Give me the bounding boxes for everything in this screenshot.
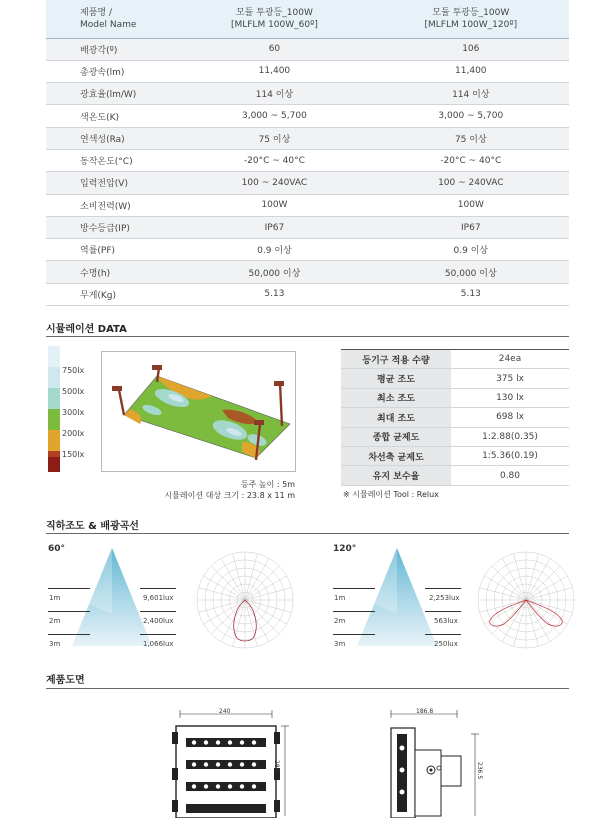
simulation-title: 시뮬레이션 DATA [46,324,127,335]
lux-line [425,588,461,589]
legend-label: 750lx [62,366,85,375]
lux-line [140,588,176,589]
lux-value: 1,066lux [143,640,174,648]
side-width-dim: 186.8 [416,708,434,715]
lux-line [140,634,176,635]
legend-label: 150lx [62,450,85,459]
stat-row: 등기구 적용 수량 24ea [341,350,569,369]
distance-line [48,588,90,589]
polar-distribution-60 [195,550,295,650]
lux-value: 2,253lux [429,594,460,602]
stat-row: 종합 균제도 1:2.88(0.35) [341,427,569,446]
spec-row: 연색성(Ra) 75 이상 75 이상 [46,127,569,149]
stat-row: 차선축 균제도 1:5.36(0.19) [341,446,569,465]
illuminance-title: 직하조도 & 배광곡선 [46,521,139,532]
spec-header-col2: 모듈 투광등_100W [MLFLM 100W_120º] [373,0,569,38]
lux-line [140,611,176,612]
legend-swatch [48,388,60,409]
legend-swatch [48,409,60,430]
polar-distribution-120 [476,550,576,650]
legend-swatch-bottom [48,457,60,472]
distance-label: 1m [334,594,346,602]
divider [46,688,569,689]
stat-row: 유지 보수율 0.80 [341,466,569,485]
distance-line [48,634,90,635]
distance-label: 2m [334,617,346,625]
lux-value: 9,601lux [143,594,174,602]
lux-value: 2,400lux [143,617,174,625]
distance-label: 1m [49,594,61,602]
lux-value: 250lux [434,640,458,648]
legend-label: 200lx [62,429,85,438]
front-width-dim: 240 [219,708,231,715]
spec-row: 색온도(K) 3,000 ~ 5,700 3,000 ~ 5,700 [46,105,569,127]
simulation-field-image [102,352,297,473]
lux-value: 563lux [434,617,458,625]
stat-row: 최대 조도 698 lx [341,408,569,427]
spec-header-label: 제품명 / Model Name [46,0,176,38]
spec-row: 동작온도(°C) -20°C ~ 40°C -20°C ~ 40°C [46,149,569,171]
simulation-size-caption: 시뮬레이션 대상 크기 : 23.8 x 11 m [164,491,295,500]
spec-row: 총광속(lm) 11,400 11,400 [46,60,569,82]
spec-row: 소비전력(W) 100W 100W [46,194,569,216]
legend-swatch [48,430,60,451]
spec-header-col1: 모듈 투광등_100W [MLFLM 100W_60º] [176,0,372,38]
stat-row: 평균 조도 375 lx [341,369,569,388]
divider [46,533,569,534]
distance-line [333,634,375,635]
spec-row: 배광각(º) 60 106 [46,38,569,60]
spec-table [46,0,569,306]
legend-swatch [48,367,60,388]
legend-swatch-top [48,346,60,367]
stat-row: 최소 조도 130 lx [341,388,569,407]
spec-row: 무게(Kg) 5.13 5.13 [46,283,569,305]
simulation-stats-table [341,349,569,486]
distance-line [48,611,90,612]
spec-row: 광효율(lm/W) 114 이상 114 이상 [46,83,569,105]
spec-row: 수명(h) 50,000 이상 50,000 이상 [46,261,569,283]
legend-label: 300lx [62,408,85,417]
legend-label: 500lx [62,387,85,396]
lux-line [425,611,461,612]
spec-row: 입력전압(V) 100 ~ 240VAC 100 ~ 240VAC [46,172,569,194]
distance-label: 3m [49,640,61,648]
lux-line [425,634,461,635]
front-height-dim: 289 [273,760,280,772]
spec-row: 역률(PF) 0.9 이상 0.9 이상 [46,239,569,261]
distance-label: 3m [334,640,346,648]
beam-angle-label: 120° [333,544,357,554]
front-view-drawing [170,708,300,818]
spec-header-row [46,0,569,38]
distance-line [333,588,375,589]
side-height-dim: 236.5 [476,762,483,780]
pole-height-caption: 등주 높이 : 5m [240,480,295,489]
distance-label: 2m [49,617,61,625]
drawing-title: 제품도면 [46,675,85,686]
spec-row: 방수등급(IP) IP67 IP67 [46,216,569,238]
beam-angle-label: 60° [48,544,66,554]
divider [46,336,569,337]
distance-line [333,611,375,612]
simulation-tool-note: ※ 시뮬레이션 Tool : Relux [343,490,439,499]
simulation-render [101,351,296,472]
